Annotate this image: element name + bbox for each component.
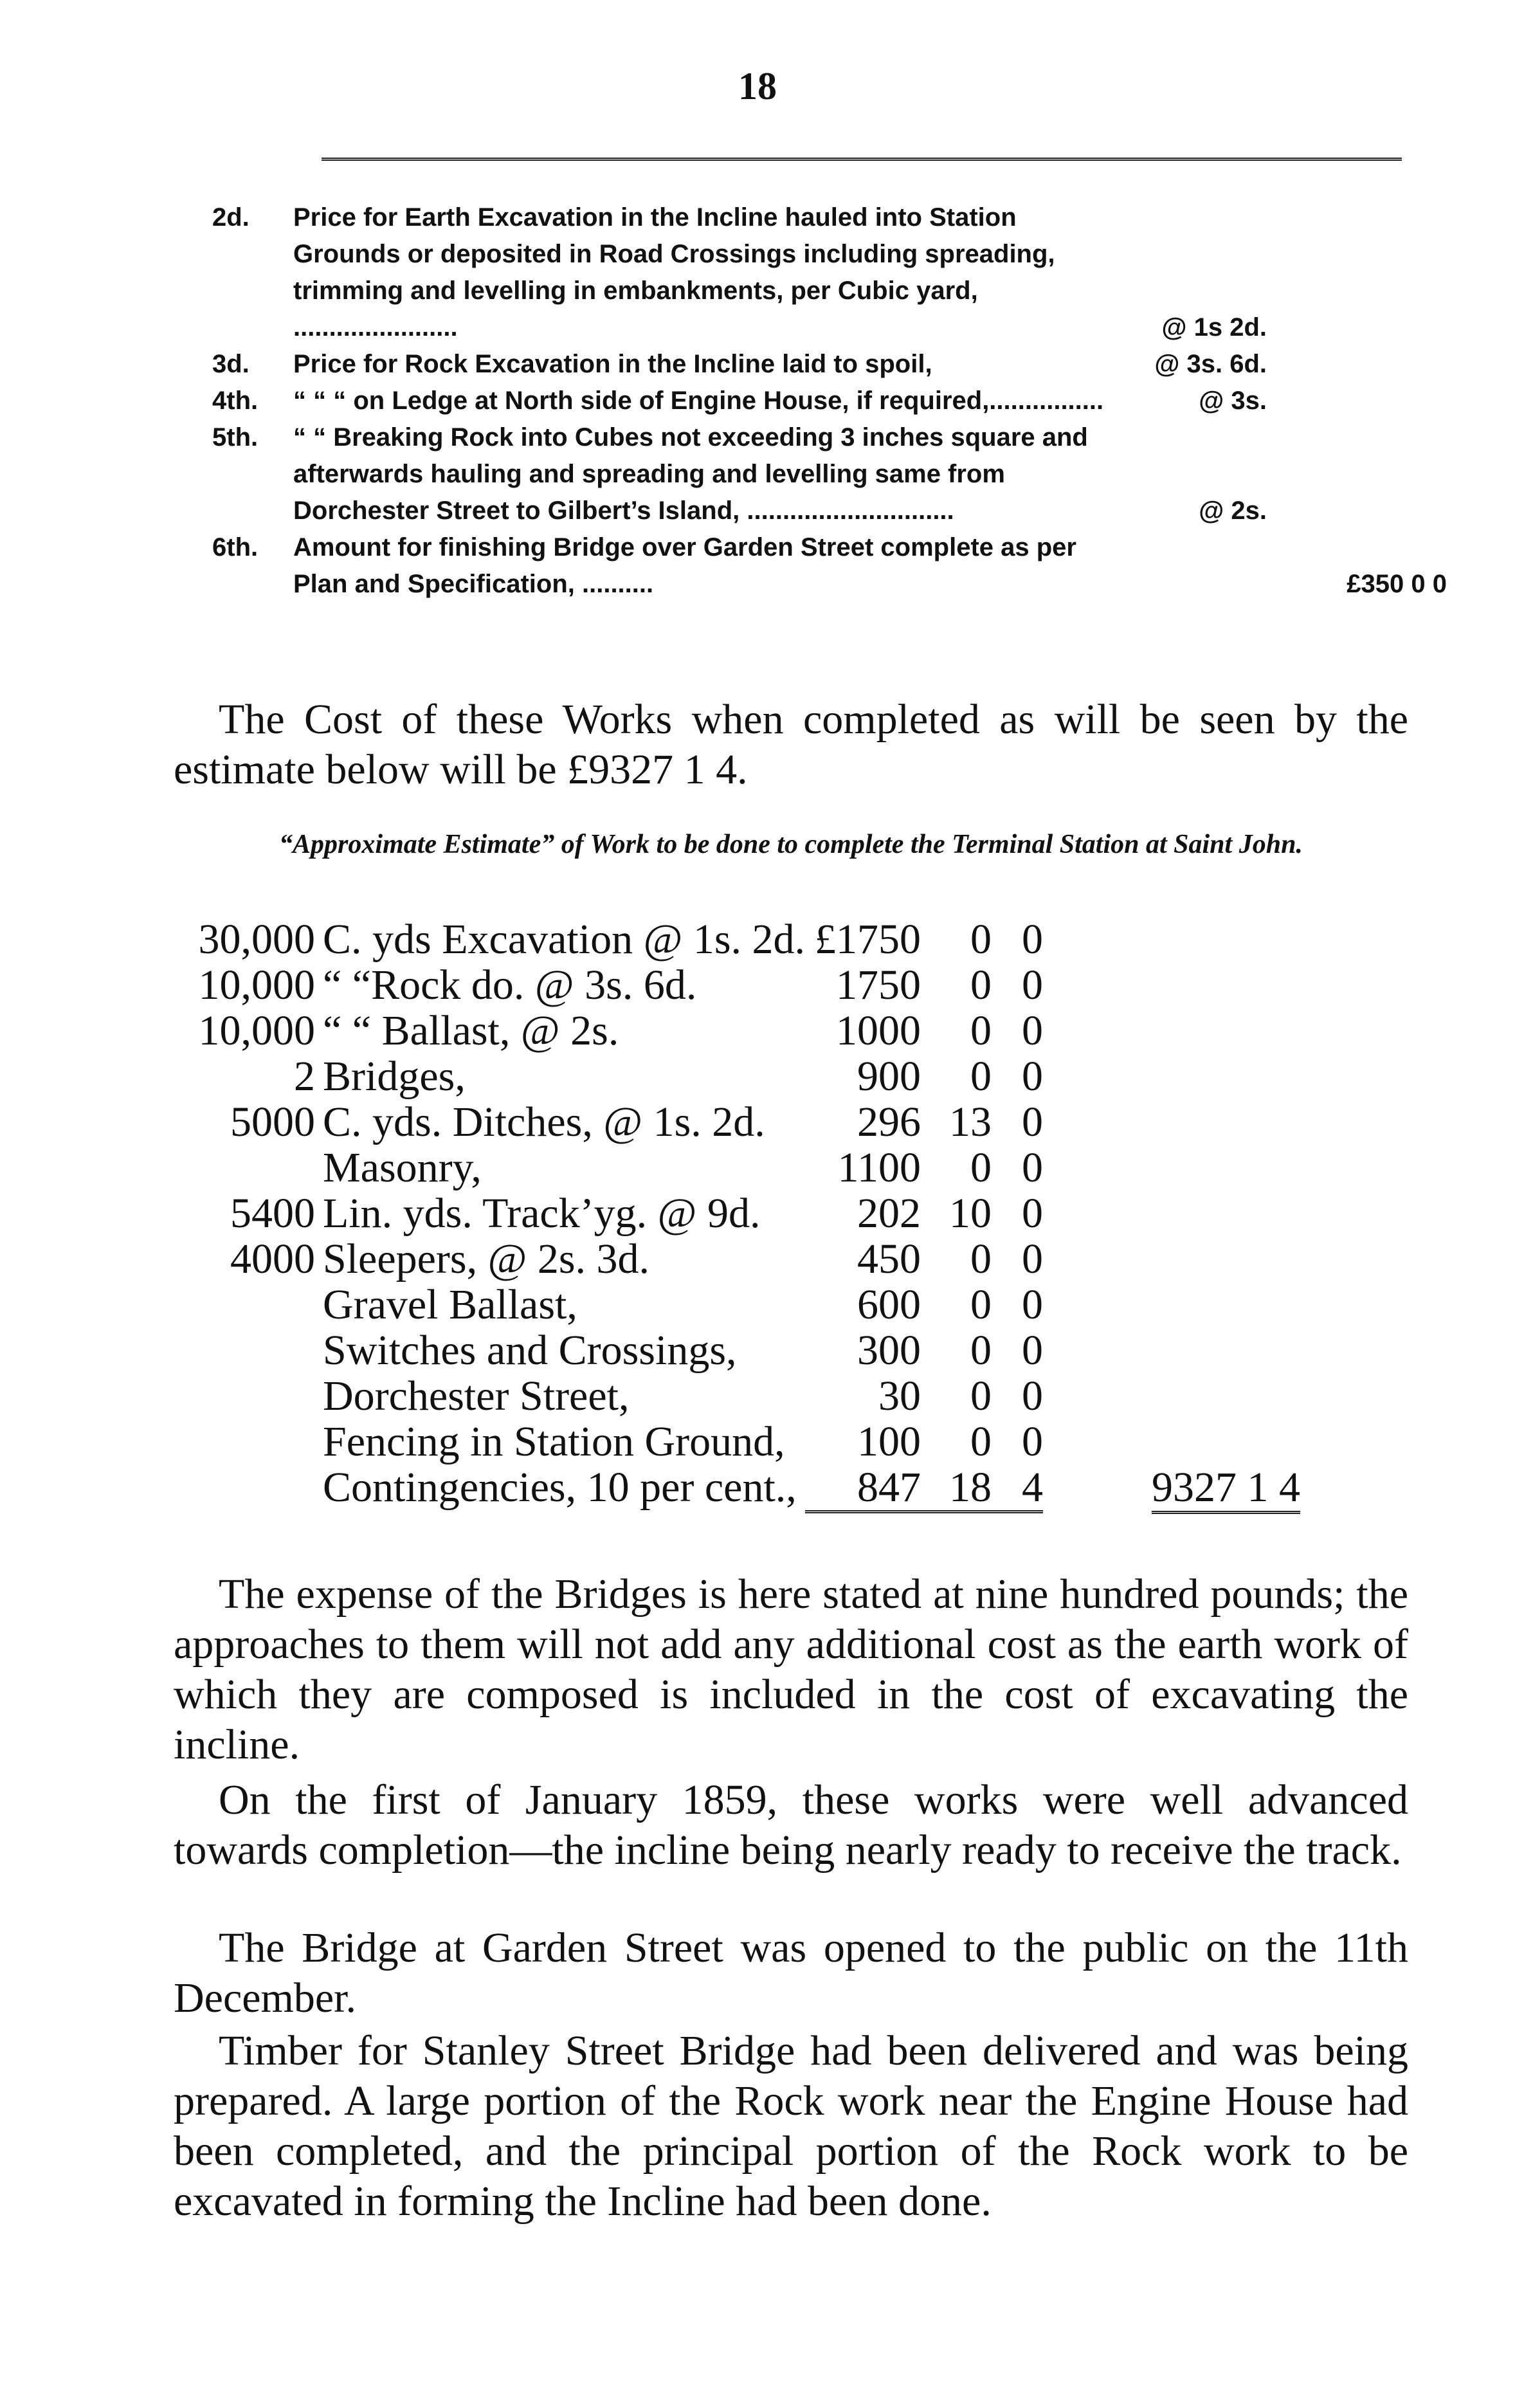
row-shillings: 0: [970, 1236, 992, 1282]
item-text: “ “ Breaking Rock into Cubes not exceeding 3 inches square and afterwards hauling and spreading and levelling same from Dorchester Street to Gilbert’s Island, .............................: [293, 423, 1088, 525]
row-description: Gravel Ballast,: [323, 1281, 577, 1328]
body-paragraph: [174, 1775, 1408, 1875]
row-description: “ “ Ballast, @ 2s.: [323, 1007, 619, 1054]
row-pounds: 1750: [836, 962, 921, 1008]
item-rate: @ 2s.: [1199, 497, 1267, 525]
page-number: 18: [738, 65, 777, 107]
table-row: [174, 1054, 1300, 1099]
grand-total: 9327 1 4: [1152, 1464, 1300, 1514]
row-total: [1043, 1190, 1300, 1236]
item-number: 2d.: [212, 203, 249, 232]
row-shillings: 0: [970, 1327, 992, 1374]
row-description: Bridges,: [323, 1053, 466, 1100]
table-row: [174, 1419, 1300, 1464]
body-paragraph: [174, 1569, 1408, 1770]
table-row: [174, 1282, 1300, 1327]
row-pounds: 30: [878, 1373, 921, 1419]
table-row: [174, 1008, 1300, 1054]
row-total: [1043, 1054, 1300, 1099]
row-description: “ “Rock do. @ 3s. 6d.: [323, 962, 697, 1008]
table-row: [174, 1327, 1300, 1373]
row-pence: 0: [1022, 1007, 1044, 1054]
row-description: C. yds Excavation @ 1s. 2d.: [323, 916, 806, 963]
cost-summary-paragraph: [174, 695, 1408, 795]
row-total: [1043, 917, 1300, 962]
item-number: 4th.: [212, 387, 259, 415]
row-description: Fencing in Station Ground,: [323, 1418, 785, 1465]
row-total: [1043, 1236, 1300, 1282]
row-shillings: 0: [970, 1053, 992, 1100]
row-shillings: 0: [970, 1281, 992, 1328]
table-row: [174, 1236, 1300, 1282]
item-number: 3d.: [212, 350, 249, 378]
row-quantity: [174, 1327, 323, 1373]
row-pounds: 300: [857, 1327, 921, 1374]
row-shillings: 0: [970, 1373, 992, 1419]
row-pence: 0: [1022, 1281, 1044, 1328]
row-pence: 0: [1022, 1327, 1044, 1374]
row-quantity: [174, 1282, 323, 1327]
row-description: Dorchester Street,: [323, 1373, 630, 1419]
row-pence: 0: [1022, 1418, 1044, 1465]
row-quantity: [174, 1464, 323, 1512]
item-text: Price for Earth Excavation in the Incline hauled into Station Grounds or deposited in Road Crossings including spreading, trimming and levelling in embankments, per Cubic yard, .......................: [293, 203, 1055, 342]
row-quantity: [174, 1419, 323, 1464]
paragraph-text: Timber for Stanley Street Bridge had been delivered and was being prepared. A large portion of the Rock work near the Engine House had been completed, and the principal portion of the Rock work to be excavated in forming the Incline had been done.: [174, 2027, 1408, 2225]
item-rate: @ 1s 2d.: [1161, 313, 1267, 342]
row-pence: 0: [1022, 1190, 1044, 1237]
row-quantity: 30,000: [198, 916, 315, 963]
row-shillings: 0: [970, 962, 992, 1008]
price-items-list: [212, 199, 1447, 603]
row-quantity: 10,000: [198, 962, 315, 1008]
row-total: [1043, 1282, 1300, 1327]
row-pence: 0: [1022, 1373, 1044, 1419]
table-row: [174, 1099, 1300, 1145]
row-shillings: 13: [949, 1099, 992, 1145]
row-quantity: 4000: [230, 1236, 315, 1282]
row-description: Switches and Crossings,: [323, 1327, 737, 1374]
row-pence: 0: [1022, 1053, 1044, 1100]
row-pence: 0: [1022, 1099, 1044, 1145]
row-shillings: 0: [970, 1418, 992, 1465]
row-pounds: 600: [857, 1281, 921, 1328]
row-pounds: 847: [805, 1464, 921, 1512]
paragraph-text: The expense of the Bridges is here stated at nine hundred pounds; the approaches to them will not add any additional cost as the earth work of which they are composed is included in the cost of excavating the incline.: [174, 1571, 1408, 1768]
price-item: [212, 346, 1267, 383]
row-description: Sleepers, @ 2s. 3d.: [323, 1236, 650, 1282]
row-pounds: 100: [857, 1418, 921, 1465]
row-total: [1043, 1373, 1300, 1419]
paragraph-text: On the first of January 1859, these works were well advanced towards completion—the incline being nearly ready to receive the track.: [174, 1776, 1408, 1874]
table-row: [174, 1464, 1300, 1512]
row-description: Masonry,: [323, 1144, 482, 1191]
row-total: [1043, 1464, 1300, 1512]
row-pounds: 900: [857, 1053, 921, 1100]
row-shillings: 10: [949, 1190, 992, 1237]
table-row: [174, 917, 1300, 962]
price-item: [212, 199, 1267, 346]
row-total: [1043, 1327, 1300, 1373]
table-row: [174, 1373, 1300, 1419]
row-shillings: 0: [970, 916, 992, 963]
price-item: [212, 529, 1447, 603]
row-pounds: 450: [857, 1236, 921, 1282]
row-total: [1043, 1008, 1300, 1054]
row-shillings: 0: [970, 1007, 992, 1054]
price-item: [212, 383, 1267, 419]
row-pence: 0: [1022, 962, 1044, 1008]
row-quantity: 5000: [230, 1099, 315, 1145]
item-number: 5th.: [212, 423, 259, 452]
row-pounds: 296: [857, 1099, 921, 1145]
item-text: Price for Rock Excavation in the Incline laid to spoil,: [293, 350, 932, 378]
row-description: Lin. yds. Track’yg. @ 9d.: [323, 1190, 761, 1237]
table-row: [174, 1145, 1300, 1190]
row-pounds: 1000: [836, 1007, 921, 1054]
row-total: [1043, 962, 1300, 1008]
row-shillings: 0: [970, 1144, 992, 1191]
row-pounds: 1100: [837, 1144, 921, 1191]
row-quantity: 2: [294, 1053, 315, 1100]
row-description: Contingencies, 10 per cent.,: [323, 1464, 797, 1511]
estimate-title: “Approximate Estimate” of Work to be done to complete the Terminal Station at Saint John.: [279, 830, 1303, 859]
price-item: [212, 419, 1267, 529]
item-rate: @ 3s.: [1199, 387, 1267, 415]
row-pence: 0: [1022, 916, 1044, 963]
item-amount: £350 0 0: [1347, 570, 1447, 598]
row-pence: 4: [992, 1464, 1043, 1512]
cost-summary-text: The Cost of these Works when completed as will be seen by the estimate below will be £9327 1 4.: [174, 696, 1408, 793]
item-rate: @ 3s. 6d.: [1154, 350, 1267, 378]
item-text: Amount for finishing Bridge over Garden Street complete as per Plan and Specification, ..........: [293, 533, 1076, 598]
item-text: “ “ “ on Ledge at North side of Engine House, if required,................: [293, 387, 1104, 415]
table-row: [174, 962, 1300, 1008]
row-shillings: 18: [921, 1464, 992, 1512]
row-total: [1043, 1419, 1300, 1464]
table-row: [174, 1190, 1300, 1236]
row-quantity: [174, 1145, 323, 1190]
row-total: [1043, 1145, 1300, 1190]
row-pence: 0: [1022, 1144, 1044, 1191]
row-quantity: [174, 1373, 323, 1419]
body-paragraph: [174, 1923, 1408, 2023]
row-pence: 0: [1022, 1236, 1044, 1282]
row-total: [1043, 1099, 1300, 1145]
row-quantity: 5400: [230, 1190, 315, 1237]
row-pounds: 202: [857, 1190, 921, 1237]
row-quantity: 10,000: [198, 1007, 315, 1054]
row-description: C. yds. Ditches, @ 1s. 2d.: [323, 1099, 765, 1145]
row-pounds: £1750: [815, 916, 921, 963]
paragraph-text: The Bridge at Garden Street was opened to the public on the 11th December.: [174, 1924, 1408, 2021]
estimate-table: [174, 917, 1300, 1513]
body-paragraph: [174, 2026, 1408, 2227]
header-rule: [322, 158, 1402, 161]
item-number: 6th.: [212, 533, 259, 561]
